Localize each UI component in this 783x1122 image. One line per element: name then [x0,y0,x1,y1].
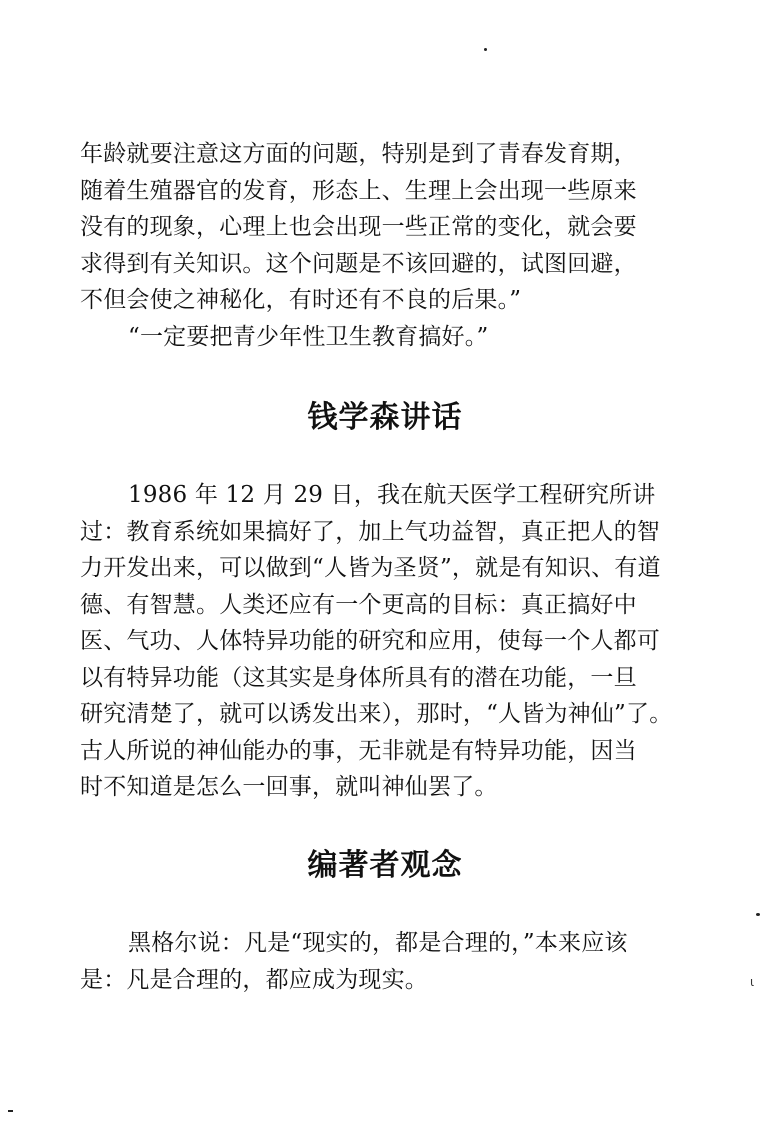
section-1-paragraph [80,136,690,355]
text-line: 没有的现象，心理上也会出现一些正常的变化，就会要 [80,214,637,240]
scan-speck [8,1110,13,1112]
text-line: 1986 年 12 月 29 日，我在航天医学工程研究所讲 [128,482,656,508]
text-line: 力开发出来，可以做到“人皆为圣贤”，就是有知识、有道 [80,555,661,581]
text-line: 研究清楚了，就可以诱发出来），那时，“人皆为神仙”了。 [80,701,673,727]
text-line: “一定要把青少年性卫生教育搞好。” [128,323,489,350]
text-line: 德、有智慧。人类还应有一个更高的目标：真正搞好中 [80,591,637,618]
section-2-paragraph [80,477,690,806]
text-line: 是：凡是合理的，都应成为现实。 [80,966,428,993]
text-line: 求得到有关知识。这个问题是不该回避的，试图回避， [80,250,637,277]
scan-speck [484,48,487,51]
text-line: 医、气功、人体特异功能的研究和应用，使每一个人都可 [80,628,660,654]
text-line: 随着生殖器官的发育，形态上、生理上会出现一些原来 [80,177,637,204]
text-line: 不但会使之神秘化，有时还有不良的后果。” [80,287,522,313]
text-line: 古人所说的神仙能办的事，无非就是有特异功能，因当 [80,737,637,764]
text-line: 时不知道是怎么一回事，就叫神仙罢了。 [80,774,498,800]
text-line: 过：教育系统如果搞好了，加上气功益智，真正把人的智 [80,518,660,545]
section-heading-editor-view: 编著者观念 [307,848,463,883]
section-heading-qian-xuesen: 钱学森讲话 [307,400,463,435]
scan-speck [756,913,760,916]
scan-mark: ι [750,975,755,989]
text-line: 以有特异功能（这其实是身体所具有的潜在功能，一旦 [80,664,637,691]
section-3-paragraph [80,925,690,998]
text-line: 年龄就要注意这方面的问题，特别是到了青春发育期， [80,141,637,167]
text-line: 黑格尔说：凡是“现实的，都是合理的，”本来应该 [128,930,628,956]
